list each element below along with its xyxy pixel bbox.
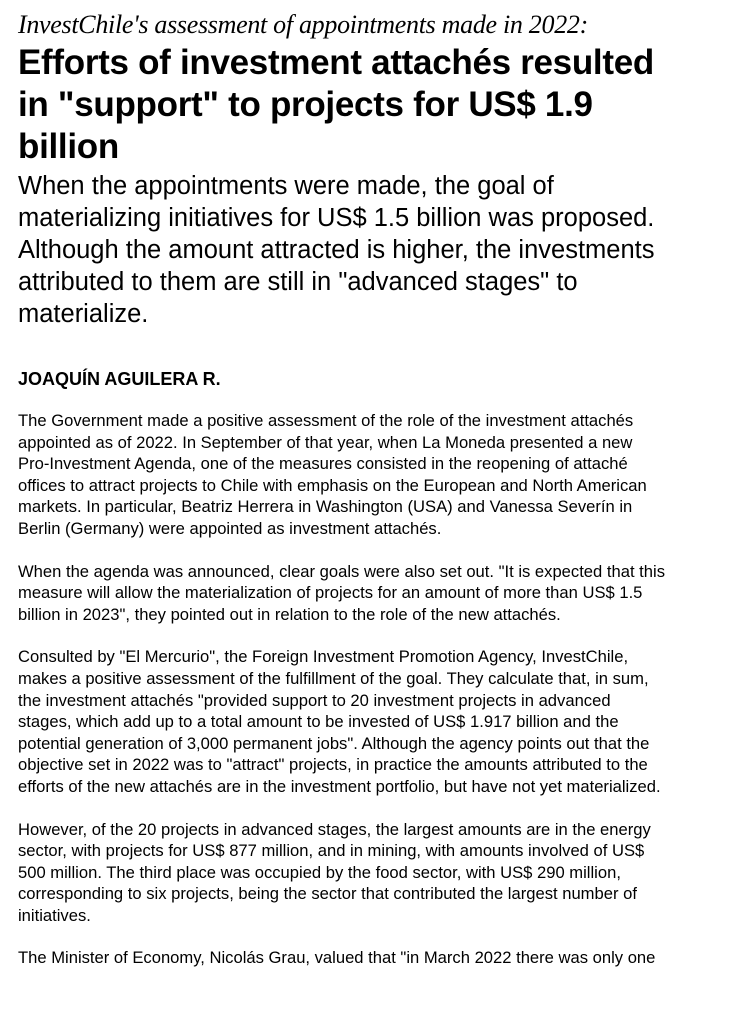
deck-line: Although the amount attracted is higher, the investments bbox=[18, 236, 655, 264]
article-body bbox=[18, 410, 750, 969]
deck-line: When the appointments were made, the goal of bbox=[18, 172, 554, 200]
deck-line: attributed to them are still in "advanced stages" to bbox=[18, 268, 578, 296]
paragraph-line: sector, with projects for US$ 877 million, and in mining, with amounts involved of US$ bbox=[18, 841, 645, 861]
paragraph-line: offices to attract projects to Chile with emphasis on the European and North American bbox=[18, 475, 647, 495]
paragraph-line: When the agenda was announced, clear goals were also set out. "It is expected that this bbox=[18, 561, 665, 581]
headline bbox=[18, 42, 750, 168]
paragraph-line: potential generation of 3,000 permanent jobs". Although the agency points out that the bbox=[18, 733, 650, 753]
paragraph-line: measure will allow the materialization of projects for an amount of more than US$ 1.5 bbox=[18, 583, 643, 603]
deck-line: materializing initiatives for US$ 1.5 billion was proposed. bbox=[18, 204, 655, 232]
paragraph-line: stages, which add up to a total amount to be invested of US$ 1.917 billion and the bbox=[18, 712, 619, 732]
deck-line: materialize. bbox=[18, 300, 149, 328]
paragraph-line: 500 million. The third place was occupied by the food sector, with US$ 290 million, bbox=[18, 862, 621, 882]
headline-line: Efforts of investment attachés resulted bbox=[18, 43, 654, 82]
paragraph bbox=[18, 819, 750, 927]
paragraph-line: initiatives. bbox=[18, 905, 91, 925]
author-byline: JOAQUÍN AGUILERA R. bbox=[18, 369, 221, 389]
paragraph-line: Pro-Investment Agenda, one of the measures consisted in the reopening of attaché bbox=[18, 454, 628, 474]
deck bbox=[18, 170, 750, 330]
paragraph-line: objective set in 2022 was to "attract" projects, in practice the amounts attributed to the bbox=[18, 755, 648, 775]
paragraph bbox=[18, 561, 750, 626]
paragraph-line: the investment attachés "provided support to 20 investment projects in advanced bbox=[18, 690, 611, 710]
headline-line: in "support" to projects for US$ 1.9 bbox=[18, 85, 593, 124]
paragraph-line: Consulted by "El Mercurio", the Foreign Investment Promotion Agency, InvestChile, bbox=[18, 647, 629, 667]
paragraph-line: appointed as of 2022. In September of that year, when La Moneda presented a new bbox=[18, 432, 633, 452]
paragraph-line: markets. In particular, Beatriz Herrera in Washington (USA) and Vanessa Severín in bbox=[18, 497, 633, 517]
paragraph-line: However, of the 20 projects in advanced stages, the largest amounts are in the energy bbox=[18, 819, 651, 839]
paragraph-line: The Government made a positive assessment of the role of the investment attachés bbox=[18, 411, 634, 430]
headline-line: billion bbox=[18, 127, 119, 166]
kicker: InvestChile's assessment of appointments made in 2022: bbox=[18, 10, 588, 39]
paragraph bbox=[18, 410, 750, 540]
paragraph-line: billion in 2023", they pointed out in relation to the role of the new attachés. bbox=[18, 604, 561, 624]
paragraph-line: efforts of the new attachés are in the investment portfolio, but have not yet materialized. bbox=[18, 776, 661, 796]
paragraph-line: Berlin (Germany) were appointed as investment attachés. bbox=[18, 518, 442, 538]
paragraph-line: The Minister of Economy, Nicolás Grau, valued that "in March 2022 there was only one bbox=[18, 948, 656, 968]
paragraph bbox=[18, 947, 750, 969]
paragraph-line: makes a positive assessment of the fulfillment of the goal. They calculate that, in sum, bbox=[18, 668, 649, 688]
paragraph-line: corresponding to six projects, being the sector that contributed the largest number of bbox=[18, 884, 637, 904]
paragraph bbox=[18, 646, 750, 797]
